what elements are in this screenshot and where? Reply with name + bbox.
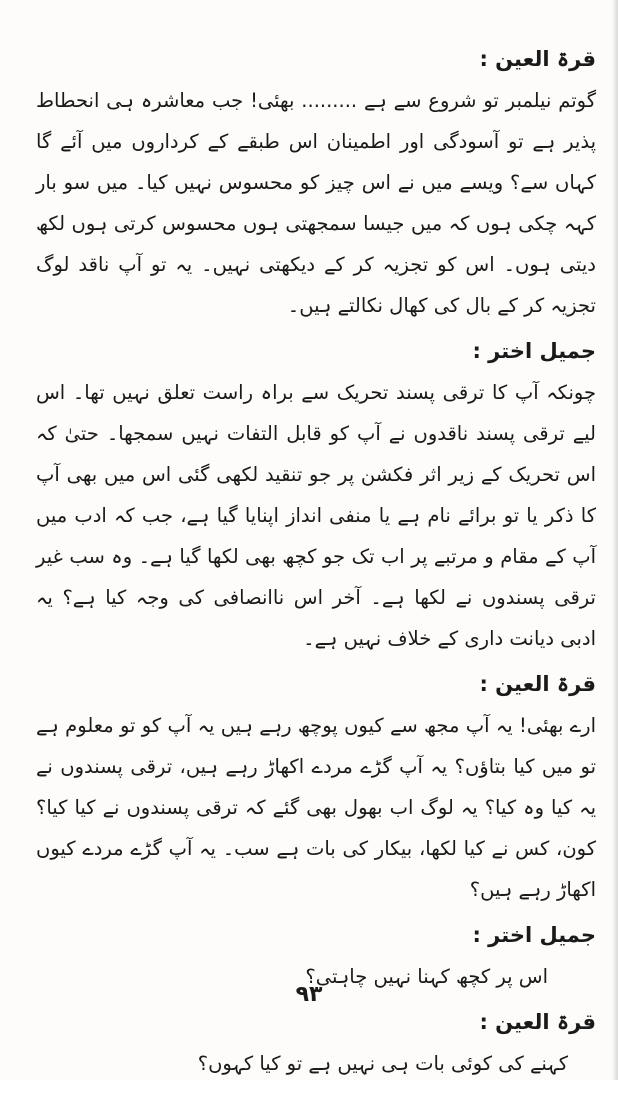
- dialogue-turn: [36, 336, 596, 659]
- dialogue-paragraph: ارے بھئی! یہ آپ مجھ سے کیوں پوچھ رہے ہیں یہ آپ کو تو معلوم ہے تو میں کیا بتاؤں؟ یہ آپ گڑے مردے اکھاڑ رہے ہیں، ترقی پسندوں نے یہ کیا وہ کیا؟ یہ لوگ اب بھول بھی گئے کہ ترقی پسندوں نے کیا کیا؟ کون، کس نے کیا لکھا، بیکار کی بات ہے سب۔ یہ آپ گڑے مردے کیوں اکھاڑ رہے ہیں؟: [36, 714, 596, 901]
- dialogue-turn: [36, 669, 596, 910]
- dialogue-paragraph: اس پر کچھ کہنا نہیں چاہتی؟: [305, 965, 548, 988]
- dialogue-paragraph: کہنے کی کوئی بات ہی نہیں ہے تو کیا کہوں؟: [197, 1052, 568, 1075]
- page-edge-shadow: [612, 0, 618, 1080]
- dialogue-turn: [36, 44, 596, 326]
- dialogue-turn: [36, 1007, 596, 1084]
- dialogue-paragraph: چونکہ آپ کا ترقی پسند تحریک سے براہ راست تعلق نہیں تھا۔ اس لیے ترقی پسند ناقدوں نے آپ کو قابل التفات نہیں سمجھا۔ حتیٰ کہ اس تحریک کے زیر اثر فکشن پر جو تنقید لکھی گئی اس میں بھی آپ کا ذکر یا تو برائے نام ہے یا منفی انداز اپنایا گیا ہے، جب کہ ادب میں آپ کے مقام و مرتبے پر اب تک جو کچھ بھی لکھا گیا ہے۔ وہ سب غیر ترقی پسندوں نے لکھا ہے۔ آخر اس ناانصافی کی وجہ کیا ہے؟ یہ ادبی دیانت داری کے خلاف نہیں ہے۔: [36, 381, 596, 650]
- speaker-name: قرۃ العین :: [479, 47, 596, 71]
- speaker-name: قرۃ العین :: [479, 1010, 596, 1034]
- speaker-name: قرۃ العین :: [479, 672, 596, 696]
- speaker-name: جمیل اختر :: [472, 923, 596, 947]
- speaker-name: جمیل اختر :: [472, 339, 596, 363]
- interview-text: [36, 44, 596, 1094]
- dialogue-paragraph: گوتم نیلمبر تو شروع سے ہے ......... بھئی! جب معاشرہ ہی انحطاط پذیر ہے تو آسودگی اور اطمینان اس طبقے کے کرداروں میں آئے گا کہاں سے؟ ویسے میں نے اس چیز کو محسوس نہیں کیا۔ میں سو بار کہہ چکی ہوں کہ میں جیسا سمجھتی ہوں محسوس کرتی ہوں لکھ دیتی ہوں۔ اس کو تجزیہ کر کے دیکھتی نہیں۔ یہ تو آپ ناقد لوگ تجزیہ کر کے بال کی کھال نکالتے ہیں۔: [36, 89, 596, 317]
- page-number: ۹۳: [295, 982, 323, 1007]
